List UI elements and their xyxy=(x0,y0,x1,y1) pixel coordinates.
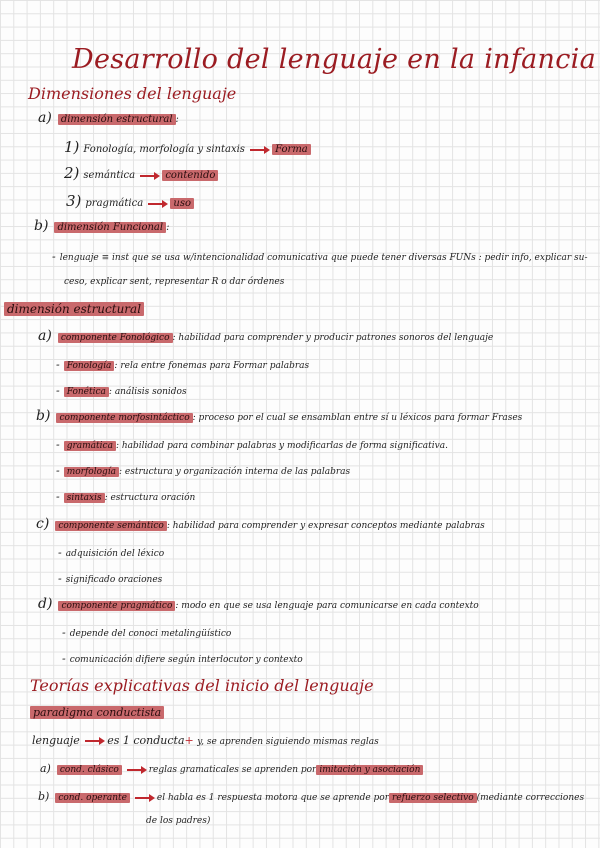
arrow-right-icon xyxy=(127,765,147,775)
text: comunicación difiere según interlocutor y contexto xyxy=(69,655,303,665)
text: : modo en que se usa lenguaje para comunicarse en cada contexto xyxy=(175,601,479,611)
arrow-right-icon xyxy=(148,199,168,209)
item-number: 2) xyxy=(64,164,80,182)
highlight-label: gramática xyxy=(64,441,116,451)
teoria-a-row xyxy=(40,762,423,775)
text: : habilidad para comprender y expresar conceptos mediante palabras xyxy=(166,521,485,531)
heading-estructural xyxy=(4,302,144,316)
text: : habilidad para comprender y producir patrones sonoros del lenguaje xyxy=(172,333,494,343)
arrow-right-icon xyxy=(140,171,160,181)
est-d-sub-2 xyxy=(62,652,303,665)
dash: - xyxy=(56,358,60,371)
dash: - xyxy=(52,250,56,263)
text: lenguaje xyxy=(32,734,80,747)
highlight-label: sintaxis xyxy=(64,493,105,503)
highlight-label: componente morfosintáctico xyxy=(56,413,192,423)
highlight-label: Fonética xyxy=(64,387,109,397)
dim-item-1 xyxy=(64,138,311,156)
paradigma-row xyxy=(30,706,164,719)
item-text: Fonología, morfología y sintaxis xyxy=(83,144,245,155)
est-b-sub-3 xyxy=(56,490,195,503)
est-b-sub-2 xyxy=(56,464,350,477)
text: el habla es 1 respuesta motora que se aprende por xyxy=(156,793,390,803)
arrow-right-icon xyxy=(135,793,155,803)
teoria-b-row xyxy=(38,790,584,803)
highlight-tag: Forma xyxy=(272,144,311,155)
text: depende del conoci metalingüístico xyxy=(69,629,232,639)
page-title: Desarrollo del lenguaje en la infancia xyxy=(72,44,596,75)
dash: - xyxy=(58,546,62,559)
heading-dimensiones: Dimensiones del lenguaje xyxy=(28,84,237,103)
highlight-label: dimensión Funcional xyxy=(54,222,166,233)
item-number: 1) xyxy=(64,138,80,156)
highlight-heading: paradigma conductista xyxy=(30,706,164,719)
marker: d) xyxy=(38,596,53,612)
text: lenguaje ≡ inst que se usa w/intencionalidad comunicativa que puede tener diversas FUNs : pedir info, explicar su- xyxy=(59,253,588,263)
plus-sign: + xyxy=(184,734,194,747)
text: significado oraciones xyxy=(65,575,163,585)
est-c-sub-2 xyxy=(58,572,162,585)
item-number: 3) xyxy=(66,192,82,210)
est-a-sub-2 xyxy=(56,384,187,397)
highlight-label: componente semántico xyxy=(55,521,167,531)
item-text: semántica xyxy=(83,170,136,181)
dash: - xyxy=(56,438,60,451)
est-d-sub-1 xyxy=(62,626,231,639)
item-text: pragmática xyxy=(85,198,144,209)
highlight-label: dimensión estructural xyxy=(58,114,176,125)
highlight-label: cond. operante xyxy=(55,793,130,803)
highlight-label: componente Fonológico xyxy=(58,333,173,343)
dim-item-2 xyxy=(64,164,218,182)
highlight-heading: dimensión estructural xyxy=(4,302,144,316)
colon: : xyxy=(166,222,170,233)
est-b-row xyxy=(36,408,522,424)
text: es 1 conducta xyxy=(107,734,185,747)
highlight-label: cond. clásico xyxy=(57,765,122,775)
est-d-row xyxy=(38,596,479,612)
text: : estructura y organización interna de las palabras xyxy=(119,467,351,477)
marker: b) xyxy=(34,218,49,234)
text: adquisición del léxico xyxy=(65,549,165,559)
est-a-sub-1 xyxy=(56,358,309,371)
dim-b-row xyxy=(34,218,169,234)
marker: a) xyxy=(38,110,52,126)
highlight-tag: contenido xyxy=(162,170,218,181)
est-a-row xyxy=(38,328,493,344)
teoria-b-line2: de los padres) xyxy=(146,816,211,826)
highlight-tag: uso xyxy=(170,198,194,209)
text: : proceso por el cual se ensamblan entre sí u léxicos para formar Frases xyxy=(192,413,523,423)
marker: a) xyxy=(40,762,51,775)
highlight-label: Fonología xyxy=(64,361,115,371)
text: reglas gramaticales se aprenden por xyxy=(148,765,317,775)
text: : estructura oración xyxy=(104,493,196,503)
conductista-line xyxy=(32,734,379,747)
dash: - xyxy=(62,652,66,665)
dash: - xyxy=(56,384,60,397)
text: : análisis sonidos xyxy=(108,387,187,397)
dim-b-line1 xyxy=(52,250,588,263)
highlight-label: morfología xyxy=(64,467,119,477)
dash: - xyxy=(62,626,66,639)
dim-b-line2: ceso, explicar sent, representar R o dar órdenes xyxy=(64,277,285,287)
dash: - xyxy=(56,490,60,503)
dash: - xyxy=(58,572,62,585)
colon: : xyxy=(175,114,179,125)
dim-item-3 xyxy=(66,192,194,210)
marker: c) xyxy=(36,516,50,532)
highlight-text: imitación y asociación xyxy=(316,765,423,775)
dim-a-row xyxy=(38,110,179,126)
text: : habilidad para combinar palabras y modificarlas de forma significativa. xyxy=(115,441,448,451)
dash: - xyxy=(56,464,60,477)
marker: b) xyxy=(38,790,50,803)
est-b-sub-1 xyxy=(56,438,448,451)
text: (mediante correcciones xyxy=(476,793,585,803)
marker: a) xyxy=(38,328,52,344)
arrow-right-icon xyxy=(250,145,270,155)
arrow-right-icon xyxy=(85,736,105,746)
highlight-label: componente pragmático xyxy=(58,601,175,611)
est-c-row xyxy=(36,516,485,532)
highlight-text: refuerzo selectivo xyxy=(389,793,477,803)
marker: b) xyxy=(36,408,51,424)
heading-teorias: Teorías explicativas del inicio del lenguaje xyxy=(30,676,374,695)
text: y, se aprenden siguiendo mismas reglas xyxy=(197,737,379,747)
text: : rela entre fonemas para Formar palabras xyxy=(114,361,310,371)
est-c-sub-1 xyxy=(58,546,164,559)
